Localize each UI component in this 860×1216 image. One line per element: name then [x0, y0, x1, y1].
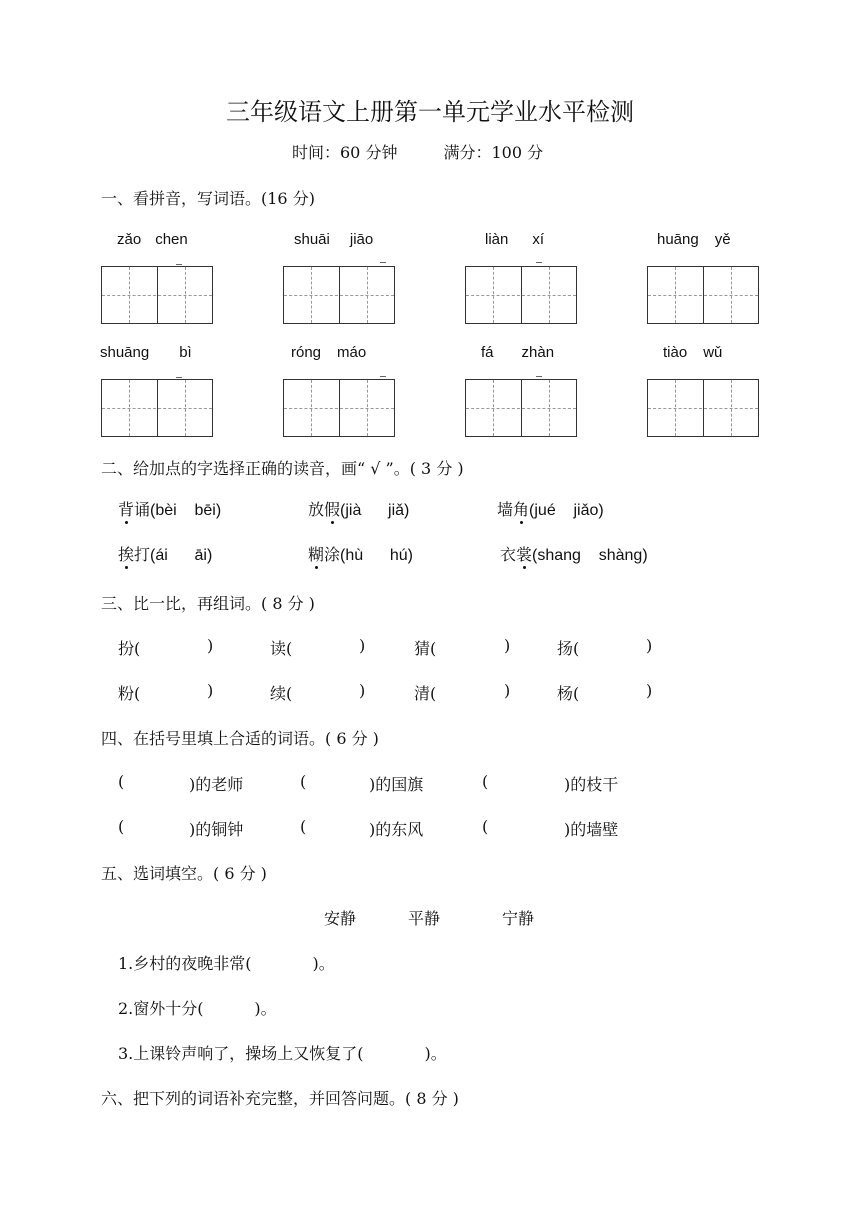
- pinyin-label: liàn xí: [485, 231, 545, 248]
- pinyin-label: tiào wǔ: [663, 344, 723, 361]
- compare-item: 清(: [414, 684, 437, 703]
- reading-options[interactable]: (jià jiǎ): [340, 502, 410, 519]
- blank-close: ): [504, 636, 511, 655]
- compare-item: 粉(: [118, 684, 141, 703]
- blank-close: ): [359, 636, 366, 655]
- compare-item: 杨(: [557, 684, 580, 703]
- blank-close: ): [359, 681, 366, 700]
- blank-close: ): [207, 636, 214, 655]
- fill-item: )的墙壁: [564, 820, 619, 839]
- mark-dash: [380, 376, 386, 377]
- compare-item: 猜(: [414, 639, 437, 658]
- reading-item: 衣裳(shang shàng): [500, 542, 648, 565]
- pinyin-label: zǎo chen: [117, 231, 188, 248]
- mark-dash: [536, 376, 542, 377]
- blank-close: ): [646, 636, 653, 655]
- writing-grid[interactable]: [283, 266, 395, 324]
- pinyin-label: róng máo: [291, 344, 367, 361]
- section-2-heading: 二、给加点的字选择正确的读音，画“ √ ”。( 3 分 ): [101, 459, 464, 478]
- blank-open: (: [300, 772, 307, 791]
- mark-dash: [536, 262, 542, 263]
- blank-open: (: [482, 817, 489, 836]
- section-6-heading: 六、把下列的词语补充完整，并回答问题。( 8 分 ): [101, 1089, 459, 1108]
- writing-grid[interactable]: [465, 266, 577, 324]
- mark-dash: [380, 262, 386, 263]
- blank-close: ): [207, 681, 214, 700]
- pinyin-label: shuāng bì: [100, 344, 192, 361]
- reading-options[interactable]: (jué jiǎo): [529, 502, 604, 519]
- writing-grid[interactable]: [101, 379, 213, 437]
- dotted-char: 背: [118, 497, 134, 520]
- reading-options[interactable]: (ái āi): [150, 547, 213, 564]
- page-title: 三年级语文上册第一单元学业水平检测: [226, 98, 634, 126]
- word-choice: 平静: [408, 909, 441, 928]
- reading-item: 背诵(bèi bēi): [118, 497, 221, 520]
- dotted-char: 挨: [118, 542, 134, 565]
- blank-open: (: [118, 817, 125, 836]
- reading-item: 挨打(ái āi): [118, 542, 212, 565]
- word-choice: 安静: [324, 909, 357, 928]
- reading-options[interactable]: (hù hú): [340, 547, 413, 564]
- reading-item: 放假(jià jiǎ): [308, 497, 409, 520]
- dotted-char: 糊: [308, 542, 324, 565]
- question-1: 1.乡村的夜晚非常( )。: [118, 954, 335, 973]
- dotted-char: 假: [324, 497, 340, 520]
- reading-item: 墙角(jué jiǎo): [497, 497, 604, 520]
- reading-options[interactable]: (bèi bēi): [150, 502, 222, 519]
- fill-item: )的铜钟: [189, 820, 244, 839]
- word-choice: 宁静: [502, 909, 535, 928]
- pinyin-label: huāng yě: [657, 231, 731, 248]
- fill-item: )的国旗: [369, 775, 424, 794]
- reading-item: 糊涂(hù hú): [308, 542, 413, 565]
- fill-item: )的老师: [189, 775, 244, 794]
- writing-grid[interactable]: [647, 379, 759, 437]
- compare-item: 扬(: [557, 639, 580, 658]
- writing-grid[interactable]: [465, 379, 577, 437]
- section-5-heading: 五、选词填空。( 6 分 ): [101, 864, 267, 883]
- compare-item: 续(: [270, 684, 293, 703]
- question-3: 3.上课铃声响了，操场上又恢复了( )。: [118, 1044, 447, 1063]
- mark-dash: [176, 264, 182, 265]
- section-1-heading: 一、看拼音，写词语。(16 分): [101, 189, 315, 208]
- blank-open: (: [118, 772, 125, 791]
- compare-item: 扮(: [118, 639, 141, 658]
- writing-grid[interactable]: [101, 266, 213, 324]
- mark-dash: [176, 377, 182, 378]
- pinyin-label: shuāi jiāo: [294, 231, 374, 248]
- exam-meta: [292, 140, 543, 163]
- exam-time: 时间：60 分钟: [292, 143, 398, 162]
- reading-options[interactable]: (shang shàng): [532, 547, 648, 564]
- section-3-heading: 三、比一比，再组词。( 8 分 ): [101, 594, 315, 613]
- fill-item: )的东风: [369, 820, 424, 839]
- section-4-heading: 四、在括号里填上合适的词语。( 6 分 ): [101, 729, 379, 748]
- dotted-char: 角: [513, 497, 529, 520]
- blank-open: (: [300, 817, 307, 836]
- question-2: 2.窗外十分( )。: [118, 999, 277, 1018]
- writing-grid[interactable]: [647, 266, 759, 324]
- blank-close: ): [646, 681, 653, 700]
- blank-open: (: [482, 772, 489, 791]
- writing-grid[interactable]: [283, 379, 395, 437]
- blank-close: ): [504, 681, 511, 700]
- dotted-char: 裳: [516, 542, 532, 565]
- exam-score: 满分：100 分: [443, 143, 544, 162]
- pinyin-label: fá zhàn: [481, 344, 555, 361]
- compare-item: 读(: [270, 639, 293, 658]
- fill-item: )的枝干: [564, 775, 619, 794]
